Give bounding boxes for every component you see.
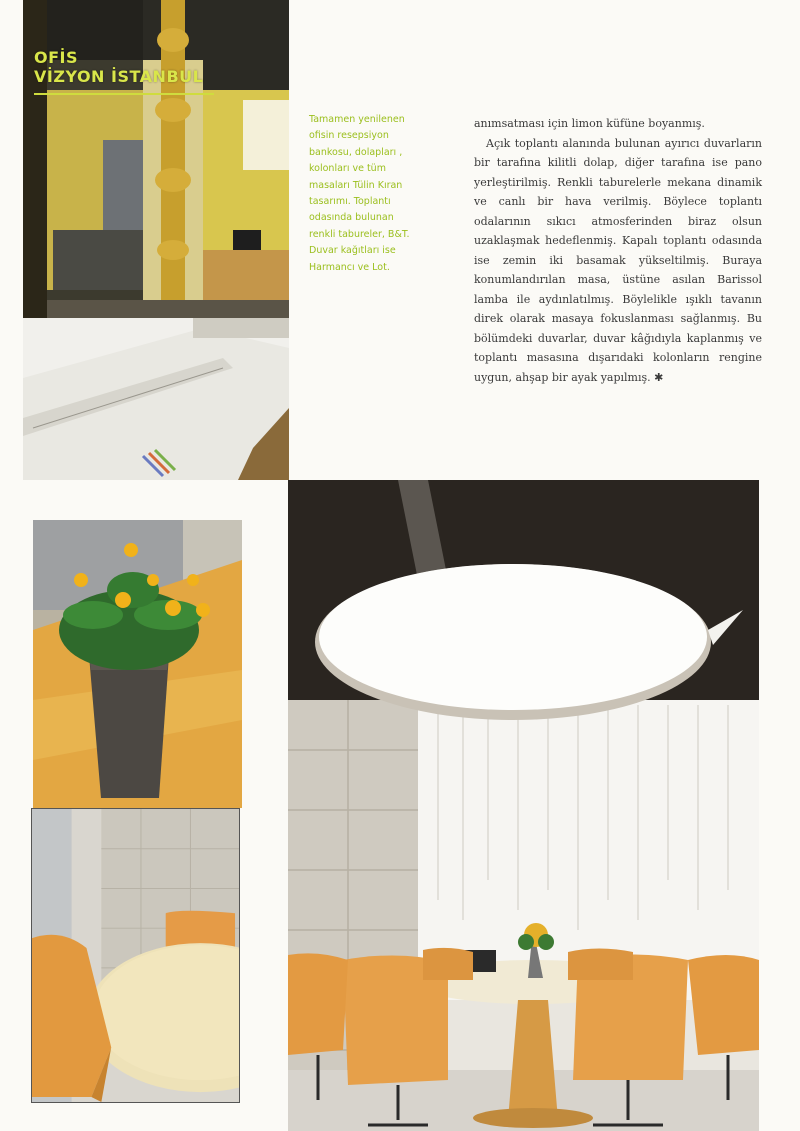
article-body [474, 114, 762, 387]
photo-meeting-room [288, 480, 759, 1131]
photo-table-chairs [31, 808, 240, 1103]
photo-plant [33, 520, 242, 808]
photo-drawing-table [23, 318, 289, 480]
brand-rule [34, 93, 214, 95]
brand-line-1: OFİS [34, 48, 79, 67]
article-paragraph-2: Açık toplantı alanında bulunan ayırıcı duvarların bir tarafına kilitli dolap, diğer tarafına ise pano yerleştirilmiş. Renkli taburelerle mekana dinamik ve canlı bir hava verilmiş. Böylece toplantı odalarının sıkıcı atmosferinden biraz olsun uzaklaşmak hedeflenmiş. Kapalı toplantı odasında ise zemin iki basamak yükseltilmiş. Buraya konumlandırılan masa, üstüne asılan Barissol lamba ile aydınlatılmış. Böylelikle ışıklı tavanın direk olarak masaya fokuslanması sağlanmış. Bu bölümdeki duvarlar, duvar kâğıdıyla kaplanmış ve toplantı masasına dışarıdaki kolonların rengine uygun, ahşap bir ayak yapılmış. ✱ [474, 136, 762, 384]
section-brand [34, 48, 203, 86]
photo-caption: Tamamen yenilenen ofisin resepsiyon bankosu, dolapları , kolonları ve tüm masaları Tülin Kıran tasarımı. Toplantı odasında bulunan renkli tabureler, B&T. Duvar kağıtları ise Harmancı ve Lot. [309, 114, 410, 273]
article-paragraph-1: anımsatması için limon küfüne boyanmış. [474, 117, 705, 130]
brand-line-2: VİZYON İSTANBUL [34, 67, 204, 86]
